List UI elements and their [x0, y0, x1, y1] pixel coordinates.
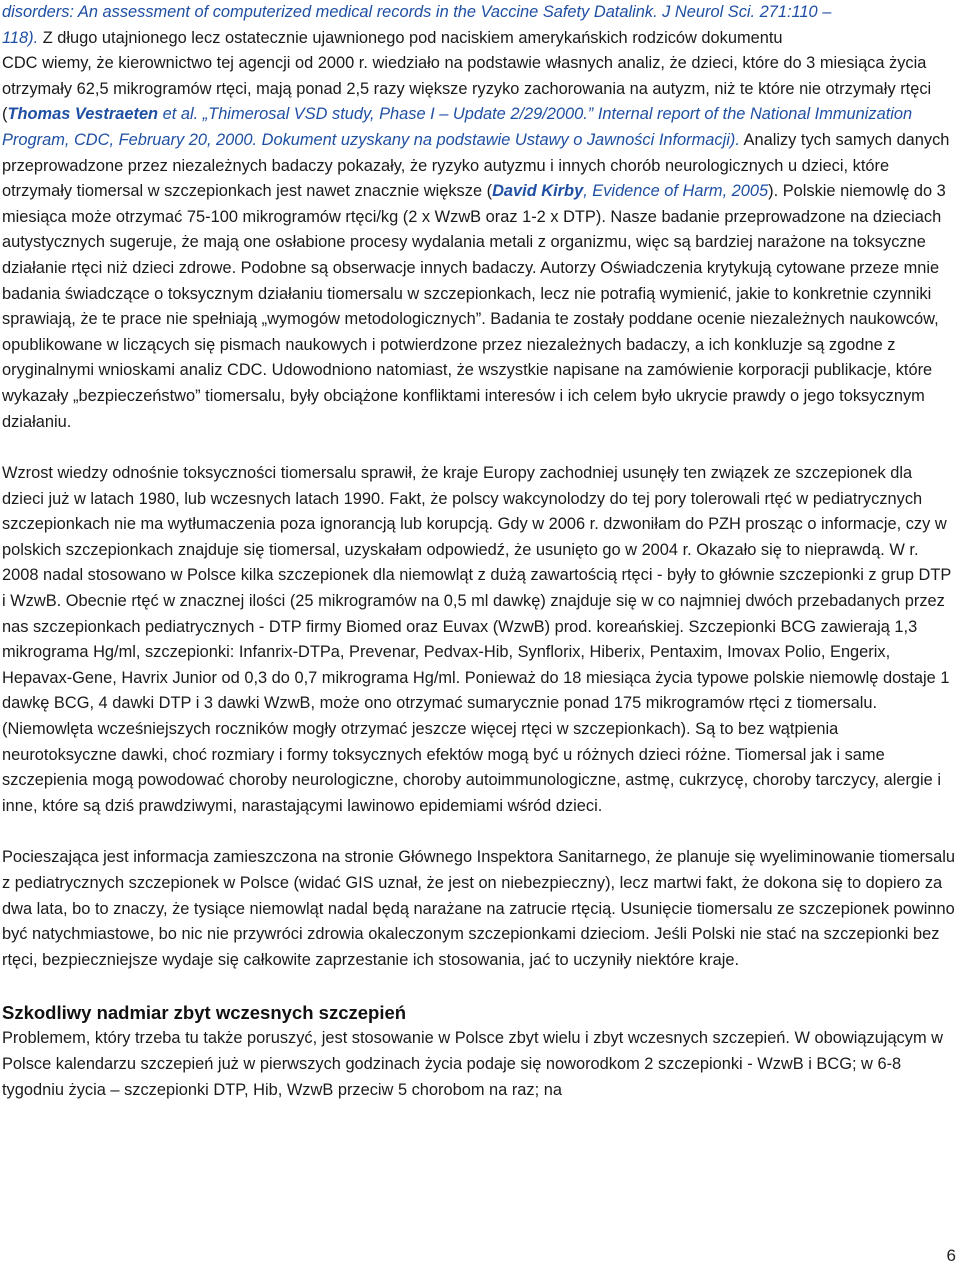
section-heading: Szkodliwy nadmiar zbyt wczesnych szczepień: [2, 1002, 407, 1024]
body-text: Z długo utajnionego lecz ostatecznie ujawnionego pod naciskiem amerykańskich rodziców dokumentu: [38, 28, 783, 47]
paragraph-vaccine-schedule: Problemem, który trzeba tu także poruszyć, jest stosowanie w Polsce zbyt wielu i zbyt wczesnych szczepień. W obowiązującym w Polsce kalendarzu szczepień już w pierwszych godzinach życia podaje się noworodkom 2 szczepionki - WzwB i BCG; w 6-8 tygodniu życia – szczepionki DTP, Hib, WzwB przeciw 5 chorobom na raz; na: [2, 1029, 943, 1099]
document-page: [2, 0, 955, 1103]
body-text: wiedziało na podstawie własnych analiz, że dzieci, które do 3 miesiąca życia otrzymały 62,5 mikrogramów rtęci, mają ponad 2,5 razy większe ryzyko zachorowania na autyzm, niż te które nie otrzymały rtęci (: [2, 54, 932, 124]
page-number: 6: [946, 1246, 956, 1265]
paragraph-gap: [2, 973, 955, 999]
reference-author: Thomas Vestraeten: [7, 105, 159, 124]
paragraph-gap: [2, 435, 955, 461]
body-text: CDC wiemy, że kierownictwo tej agencji od 2000 r.: [2, 54, 368, 73]
body-text: Analizy tych samych danych przeprowadzone przez niezależnych badaczy pokazały, że ryzyko autyzmu i innych chorób neurologicznych u dzieci, które otrzymały tiomersal w szczepionkach jest nawet znacznie większe (: [2, 130, 950, 201]
paragraph-thimerosal-cdc: [2, 0, 955, 435]
reference-citation-line1: disorders: An assessment of computerized medical records in the Vaccine Safety Datalink. J Neurol Sci. 271:110 –: [2, 3, 832, 21]
body-text: ). Polskie niemowlę do 3 miesiąca może otrzymać 75-100 mikrogramów rtęci/kg (2 x WzwB oraz 1-2 x DTP). Nasze badanie przeprowadzone na dzieciach autystycznych sugeruje, że mają one osłabione procesy wydalania metali z organizmu, więc są bardziej narażone na toksyczne działanie rtęci niż dzieci zdrowe. Podobne są obserwacje innych badaczy. Autorzy Oświadczenia krytykują cytowane przeze mnie badania świadczące o toksycznym działaniu tiomersalu w szczepionkach, lecz nie potrafią wymienić, jakie to konkretnie czynniki sprawiają, że te prace nie spełniają „wymogów metodologicznych”. Badania te zostały poddane ocenie niezależnych naukowców, opublikowane w liczących się pismach naukowych i potwierdzone przez niezależnych badaczy, a ich konkluzje są zgodne z oryginalnymi wnioskami analiz CDC. Udowodniono natomiast, że wszystkie napisane na zamówienie korporacji publikacje, które wykazały „bezpieczeństwo” tiomersalu, były obciążone konfliktami interesów i ich celem było ukrycie prawdy o jego toksycznym działaniu.: [2, 182, 946, 431]
reference-author: David Kirby: [492, 182, 584, 201]
paragraph-gap: [2, 819, 955, 845]
reference-citation: , Evidence of Harm, 2005: [583, 182, 769, 201]
paragraph-gis-information: Pocieszająca jest informacja zamieszczona na stronie Głównego Inspektora Sanitarnego, że planuje się wyeliminowanie tiomersalu z pediatrycznych szczepionek w Polsce (widać GIS uznał, że jest on niebezpieczny), lecz martwi fakt, że dokona się to dopiero za dwa lata, bo to znaczy, że tysiące niemowląt nadal będą narażane na zatrucie rtęcią. Usunięcie tiomersalu ze szczepionek powinno być natychmiastowe, bo nic nie przywróci zdrowia okaleczonym szczepionkami dzieciom. Jeśli Polski nie stać na szczepionki bez rtęci, bezpieczniejsze wydaje się całkowite zaprzestanie ich stosowania, jać to uczyniły niektóre kraje.: [2, 848, 955, 969]
paragraph-europe-thimerosal: Wzrost wiedzy odnośnie toksyczności tiomersalu sprawił, że kraje Europy zachodniej usunęły ten związek ze szczepionek dla dzieci już w latach 1980, lub wczesnych latach 1990. Fakt, że polscy wakcynolodzy do tej pory tolerowali rtęć w pediatrycznych szczepionkach nie ma wytłumaczenia poza ignorancją lub korupcją. Gdy w 2006 r. dzwoniłam do PZH prosząc o informacje, czy w polskich szczepionkach znajduje się tiomersal, uzyskałam odpowiedź, że usunięto go w 2004 r. Okazało się to nieprawdą. W r. 2008 nadal stosowano w Polsce kilka szczepionek dla niemowląt z dużą zawartością rtęci - były to głównie szczepionki z grup DTP i WzwB. Obecnie rtęć w znacznej ilości (25 mikrogramów na 0,5 ml dawkę) znajduje się w co najmniej dwóch przebadanych przez nas szczepionkach pediatrycznych - DTP firmy Biomed oraz Euvax (WzwB) prod. koreańskiej. Szczepionki BCG zawierają 1,3 mikrograma Hg/ml, szczepionki: Infanrix-DTPa, Prevenar, Pedvax-Hib, Synflorix, Hiberix, Pentaxim, Imovax Polio, Engerix, Hepavax-Gene, Havrix Junior od 0,3 do 0,7 mikrograma Hg/ml. Ponieważ do 18 miesiąca życia typowe polskie niemowlę dostaje 1 dawkę BCG, 4 dawki DTP i 3 dawki WzwB, może ono otrzymać sumarycznie ponad 175 mikrogramów rtęci z tiomersalu. (Niemowlęta wcześniejszych roczników mogły otrzymać jeszcze więcej rtęci w szczepionkach). Są to bez wątpienia neurotoksyczne dawki, choć rozmiary i formy toksycznych efektów mogą być u różnych dzieci różne. Tiomersal jak i same szczepienia mogą powodować choroby neurologiczne, choroby autoimmunologiczne, astmę, cukrzycę, choroby tarczycy, alergie i inne, które są dziś prawdziwymi, narastającymi lawinowo epidemiami wśród dzieci.: [2, 464, 951, 815]
reference-citation: et al. „Thimerosal VSD study, Phase I – Update 2/29/2000.” Internal report of the National Immunization Program, CDC, February 20, 2000. Dokument uzyskany na podstawie Ustawy o Jawności Informacji).: [2, 105, 913, 149]
reference-citation-line2: 118).: [2, 28, 39, 47]
